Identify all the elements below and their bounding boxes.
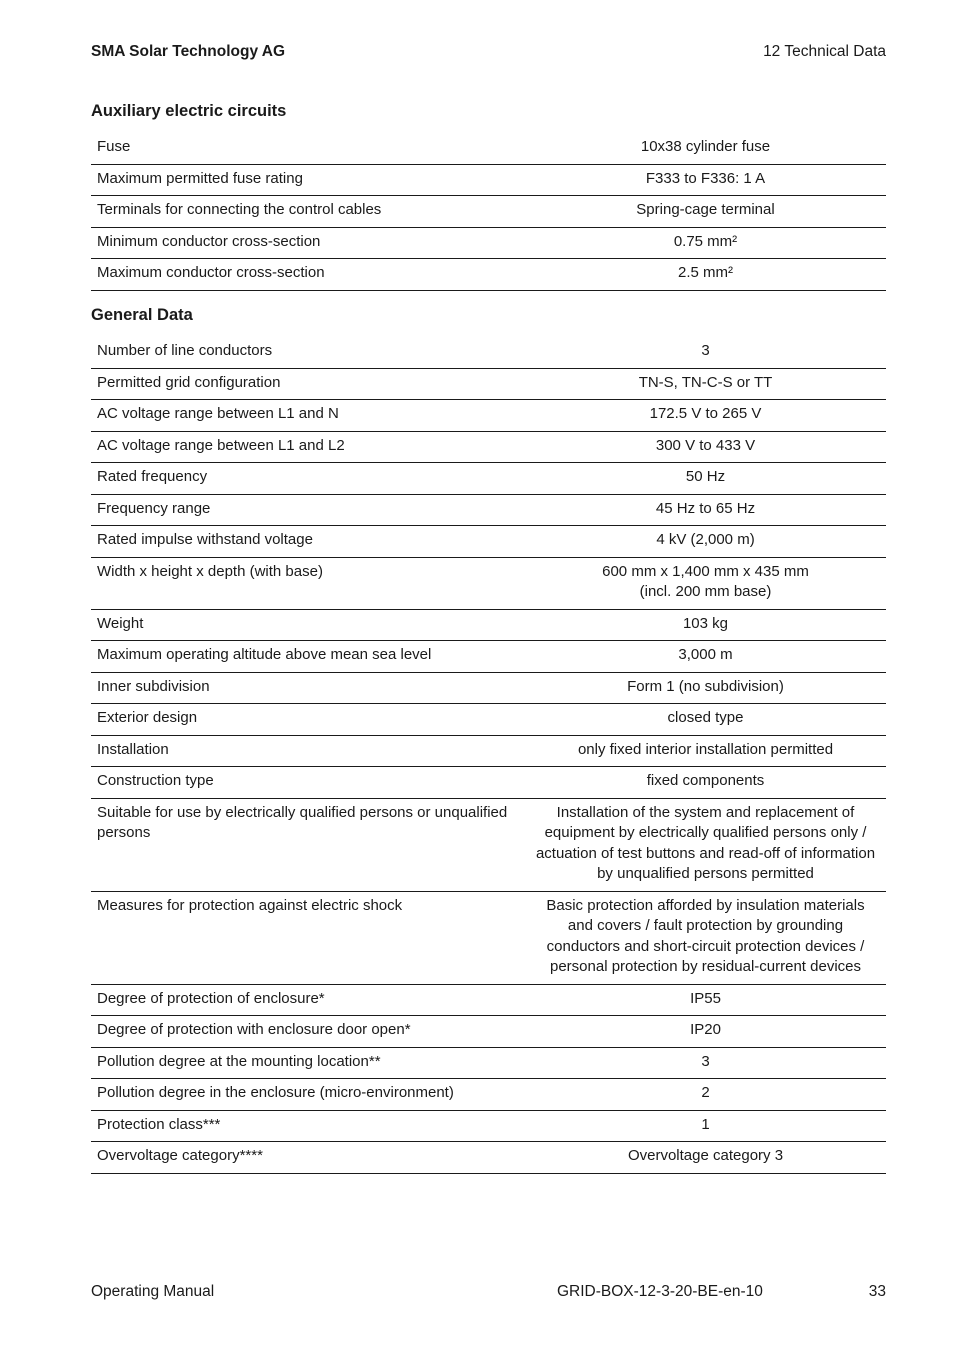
spec-label [91, 1110, 525, 1142]
spec-label-text: Maximum operating altitude above mean sea level [97, 646, 432, 663]
spec-label-text: Pollution degree at the mounting location** [97, 1052, 381, 1070]
spec-label [91, 133, 525, 164]
spec-label [91, 767, 525, 799]
spec-row [91, 337, 886, 368]
spec-label-text: Fuse [97, 138, 131, 155]
spec-value-text: IP20 [690, 1021, 721, 1038]
spec-value-text: 3 [701, 1052, 710, 1070]
spec-value [525, 368, 886, 400]
spec-label-text: Maximum permitted fuse rating [97, 169, 303, 187]
spec-value-text: Installation of the system and replacement of equipment by electrically qualified persons only / actuation of test buttons and read-off of information by unqualified persons permitted [535, 803, 876, 882]
spec-label-text: Exterior design [97, 709, 198, 726]
spec-value [525, 431, 886, 463]
spec-value-text: 300 V to 433 V [655, 436, 756, 454]
spec-value [525, 704, 886, 736]
spec-label [91, 735, 525, 767]
spec-value-text: 2.5 mm² [677, 264, 733, 281]
general-spec-table [91, 337, 886, 1174]
manual-title: Operating Manual [91, 1283, 215, 1300]
spec-label [91, 494, 525, 526]
spec-value-text: only fixed interior installation permitted [577, 740, 834, 758]
spec-label [91, 609, 525, 641]
spec-row [91, 704, 886, 736]
spec-row [91, 1016, 886, 1048]
spec-value [525, 891, 886, 984]
spec-label [91, 368, 525, 400]
spec-label-text: Installation [97, 740, 169, 758]
spec-row [91, 431, 886, 463]
spec-value [525, 672, 886, 704]
spec-row [91, 368, 886, 400]
spec-label-text: AC voltage range between L1 and L2 [97, 436, 345, 454]
spec-value [525, 259, 886, 291]
spec-value [525, 798, 886, 891]
spec-value [525, 735, 886, 767]
spec-value-text: IP55 [690, 989, 721, 1007]
spec-value [525, 400, 886, 432]
spec-label [91, 641, 525, 673]
auxiliary-spec-body [91, 133, 886, 290]
spec-label-text: Minimum conductor cross-section [97, 232, 321, 250]
spec-label-text: Rated impulse withstand voltage [97, 531, 313, 548]
spec-value [525, 984, 886, 1016]
document-code: GRID-BOX-12-3-20-BE-en-10 [557, 1283, 763, 1300]
spec-value [525, 133, 886, 164]
spec-value-text: Spring-cage terminal [636, 201, 775, 218]
spec-row [91, 984, 886, 1016]
spec-label-text: Rated frequency [97, 468, 208, 485]
spec-value [525, 641, 886, 673]
spec-value [525, 1142, 886, 1174]
spec-row [91, 767, 886, 799]
spec-label [91, 526, 525, 558]
spec-value-text: 3 [701, 342, 710, 359]
spec-label [91, 164, 525, 196]
spec-value [525, 526, 886, 558]
chapter-title: 12 Technical Data [763, 43, 886, 60]
spec-label-text: Width x height x depth (with base) [97, 562, 323, 580]
spec-label-text: Weight [97, 614, 144, 632]
spec-value [525, 1016, 886, 1048]
page-number: 33 [868, 1283, 886, 1300]
spec-value [525, 164, 886, 196]
spec-value-text: closed type [667, 709, 744, 726]
spec-label-text: AC voltage range between L1 and N [97, 405, 339, 422]
page-header [91, 43, 886, 65]
spec-label [91, 431, 525, 463]
spec-row [91, 1079, 886, 1111]
spec-value [525, 494, 886, 526]
spec-label [91, 798, 525, 891]
spec-value-text: TN-S, TN-C-S or TT [638, 373, 773, 391]
spec-label [91, 259, 525, 291]
spec-label-text: Frequency range [97, 499, 211, 517]
spec-value [525, 609, 886, 641]
spec-value-text: Overvoltage category 3 [627, 1147, 784, 1164]
spec-value-text: 1 [701, 1115, 710, 1133]
spec-label [91, 1047, 525, 1079]
spec-row [91, 526, 886, 558]
spec-row [91, 463, 886, 495]
spec-label-text: Degree of protection of enclosure* [97, 989, 325, 1007]
spec-label [91, 227, 525, 259]
spec-label-text: Permitted grid configuration [97, 373, 281, 391]
spec-row [91, 1142, 886, 1174]
spec-row [91, 400, 886, 432]
spec-label [91, 1142, 525, 1174]
spec-value [525, 1110, 886, 1142]
spec-value [525, 337, 886, 368]
spec-row [91, 133, 886, 164]
page-footer [91, 1283, 886, 1305]
spec-label-text: Inner subdivision [97, 677, 210, 695]
spec-row [91, 735, 886, 767]
spec-label-text: Pollution degree in the enclosure (micro-environment) [97, 1084, 454, 1101]
spec-value-text: 2 [701, 1084, 710, 1101]
spec-value [525, 196, 886, 228]
spec-label [91, 463, 525, 495]
spec-label-text: Overvoltage category**** [97, 1147, 263, 1164]
spec-label-text: Measures for protection against electric shock [97, 896, 403, 914]
spec-value [525, 767, 886, 799]
company-name: SMA Solar Technology AG [91, 43, 286, 60]
spec-label-text: Protection class*** [97, 1115, 221, 1133]
spec-label [91, 400, 525, 432]
spec-label [91, 1016, 525, 1048]
section-title-auxiliary: Auxiliary electric circuits [91, 102, 287, 120]
spec-label-text: Degree of protection with enclosure door open* [97, 1021, 411, 1038]
spec-value-text: 50 Hz [685, 468, 726, 485]
spec-value-text: Basic protection afforded by insulation materials and covers / fault protection by grounding conductors and short-circuit protection devices / personal protection by residual-current devices [546, 896, 865, 975]
spec-label-text: Suitable for use by electrically qualified persons or unqualified persons [97, 803, 508, 841]
spec-value [525, 463, 886, 495]
spec-value-text: 10x38 cylinder fuse [640, 138, 771, 155]
spec-label [91, 196, 525, 228]
spec-row [91, 196, 886, 228]
spec-label [91, 891, 525, 984]
spec-row [91, 494, 886, 526]
spec-value-text: Form 1 (no subdivision) [627, 677, 784, 695]
spec-value [525, 1079, 886, 1111]
spec-value-text: fixed components [646, 772, 765, 789]
spec-label-text: Number of line conductors [97, 342, 273, 359]
spec-value-text: 103 kg [682, 614, 729, 632]
spec-value [525, 227, 886, 259]
spec-row [91, 672, 886, 704]
spec-value-text: F333 to F336: 1 A [645, 169, 766, 187]
spec-row [91, 1110, 886, 1142]
spec-value-text: 600 mm x 1,400 mm x 435 mm (incl. 200 mm base) [602, 562, 809, 600]
spec-row [91, 641, 886, 673]
spec-row [91, 227, 886, 259]
spec-value [525, 557, 886, 609]
spec-row [91, 557, 886, 609]
spec-value-text: 0.75 mm² [673, 232, 738, 250]
spec-value [525, 1047, 886, 1079]
spec-value-text: 3,000 m [678, 646, 733, 663]
spec-row [91, 1047, 886, 1079]
spec-row [91, 259, 886, 291]
general-spec-body [91, 337, 886, 1173]
spec-label [91, 704, 525, 736]
spec-label [91, 337, 525, 368]
spec-label [91, 672, 525, 704]
spec-label [91, 984, 525, 1016]
spec-label [91, 557, 525, 609]
spec-label [91, 1079, 525, 1111]
auxiliary-spec-table [91, 133, 886, 291]
spec-row [91, 891, 886, 984]
spec-row [91, 609, 886, 641]
spec-value-text: 172.5 V to 265 V [649, 405, 762, 422]
spec-value-text: 45 Hz to 65 Hz [655, 499, 756, 517]
spec-label-text: Terminals for connecting the control cables [97, 201, 382, 218]
section-title-general: General Data [91, 306, 193, 324]
spec-label-text: Maximum conductor cross-section [97, 264, 325, 281]
spec-value-text: 4 kV (2,000 m) [656, 531, 755, 548]
spec-label-text: Construction type [97, 772, 214, 789]
spec-row [91, 164, 886, 196]
spec-row [91, 798, 886, 891]
